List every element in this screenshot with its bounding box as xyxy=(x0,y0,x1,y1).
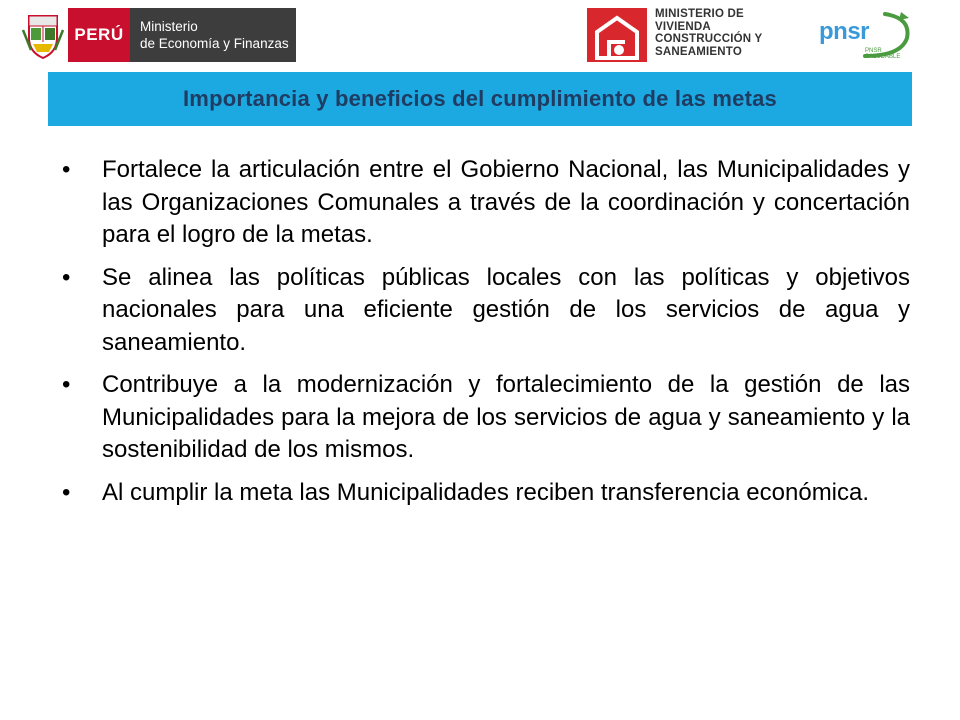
ministry-label xyxy=(130,8,296,62)
bullet-text: Al cumplir la meta las Municipalidades reciben transferencia económica. xyxy=(102,478,870,506)
mef-logo xyxy=(18,8,296,62)
vivienda-logo xyxy=(587,8,805,64)
vivienda-text xyxy=(655,8,762,58)
pnsr-logo xyxy=(815,8,915,62)
bullet-marker: • xyxy=(62,156,71,183)
peru-coat-of-arms-icon xyxy=(18,8,68,62)
vivienda-line-3: CONSTRUCCIÓN Y xyxy=(655,33,763,45)
slide-title: Importancia y beneficios del cumplimiento de las metas xyxy=(183,86,777,111)
pnsr-tagline: PNSR SALUDABLE xyxy=(865,48,901,60)
pnsr-wordmark: pnsr xyxy=(819,18,870,45)
vivienda-line-2: VIVIENDA xyxy=(655,20,711,33)
bullet-item xyxy=(62,262,910,360)
bullet-item xyxy=(62,477,910,510)
bullet-text: Contribuye a la modernización y fortalecimiento de la gestión de las Municipalidades para la mejora de los servicios de agua y saneamiento y la sostenibilidad de los mismos. xyxy=(102,371,910,463)
bullet-item xyxy=(62,369,910,467)
bullet-marker: • xyxy=(62,478,71,506)
ministry-line-1: Ministerio xyxy=(140,19,198,34)
bullet-text: Se alinea las políticas públicas locales con las políticas y objetivos nacionales para una eficiente gestión de los servicios de agua y saneamiento. xyxy=(102,263,910,356)
vivienda-line-1: MINISTERIO DE xyxy=(655,8,744,20)
peru-label: PERÚ xyxy=(68,8,130,62)
title-bar xyxy=(48,72,912,126)
ministry-line-2: de Economía y Finanzas xyxy=(140,36,289,51)
bullet-item xyxy=(62,154,910,252)
vivienda-line-4: SANEAMIENTO xyxy=(655,45,742,58)
bullet-marker: • xyxy=(62,371,71,398)
bullet-text: Fortalece la articulación entre el Gobierno Nacional, las Municipalidades y las Organizaciones Comunales a través de la coordinación y concertación para el logro de la metas. xyxy=(102,156,910,248)
bullet-list xyxy=(62,154,910,519)
bullet-marker: • xyxy=(62,263,71,291)
vivienda-house-icon xyxy=(587,8,647,62)
